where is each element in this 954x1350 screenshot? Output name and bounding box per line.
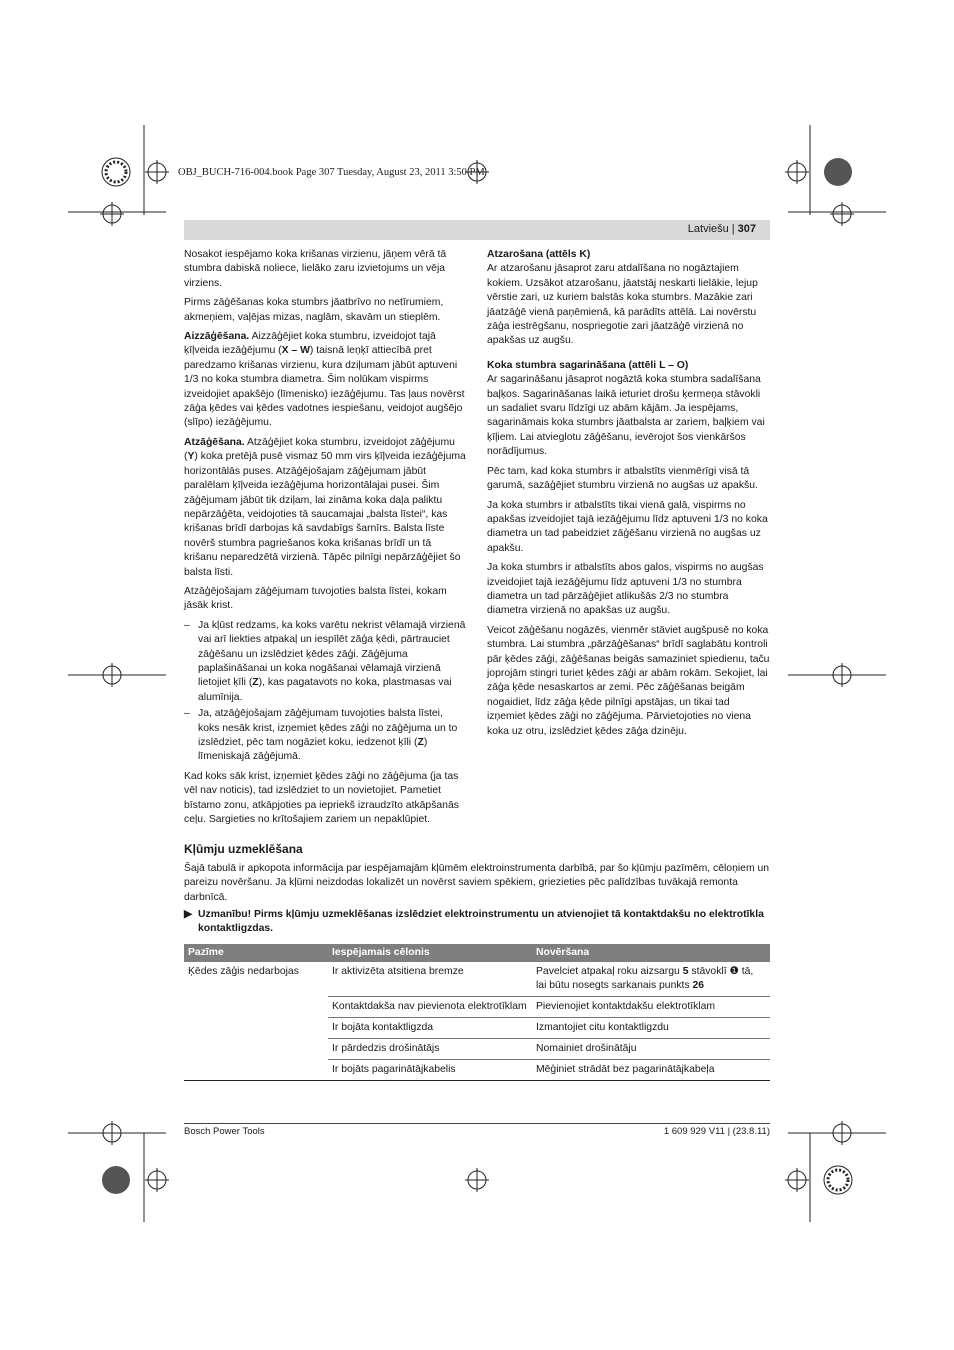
paragraph: Atzāģēšana. Atzāģējiet koka stumbru, izveidojot zāģējumu (Y) koka pretējā pusē vismaz 50 mm virs ķīļveida iezāģējuma horizontālās puses. Atzāģējošajam zāģējumam jābūt paralēlam ķīļveida iezāģējuma horizontālajai pusei. Šim zāģējumam jābūt tik dziļam, lai zināma koka daļa paliktu nepārzāģēta, veidojoties tā saucamajai „balsta līstei“, kas krišanas brīdī darbojas kā savdabīgs šarnīrs. Balsta līste novērš stumbra pagriešanos koka krišanas brīdī un tā krišanu neparedzētā virzienā. Tāpēc pilnīgi nepārzāģējiet šo balsta līsti. xyxy=(184,436,466,578)
table-row xyxy=(184,962,770,997)
cause-cell: Ir bojāts pagarinātājkabelis xyxy=(328,1060,532,1081)
right-column xyxy=(487,248,770,744)
print-info: OBJ_BUCH-716-004.book Page 307 Tuesday, August 23, 2011 3:50 PM xyxy=(178,167,485,178)
column-header: Pazīme xyxy=(184,944,328,962)
paragraph: Ja koka stumbrs ir atbalstīts abos galos, vispirms no augšas izveidojiet tajā iezāģējumu līdz aptuveni 1/3 no stumbra diametra un tad pārzāģējiet atlikušās 2/3 no stumbra diametra virzienā no apakšas uz augšu. xyxy=(487,562,764,617)
left-column xyxy=(184,248,466,832)
troubleshooting-table xyxy=(184,944,770,1081)
section-title: Kļūmju uzmeklēšana xyxy=(184,842,303,856)
position-symbol-icon: ❶ xyxy=(729,966,739,977)
remedy-cell: Pavelciet atpakaļ roku aizsargu 5 stāvoklī ❶ tā, lai būtu nosegts sarkanais punkts 26 xyxy=(532,962,770,997)
cause-cell: Ir bojāta kontaktligzda xyxy=(328,1018,532,1039)
table-header-row xyxy=(184,944,770,962)
paragraph: Ar sagarināšanu jāsaprot nogāztā koka stumbra sadalīšana baļķos. Sagarināšanas laikā ieturiet drošu ķermeņa stāvokli un sadaliet svaru līdzīgi uz abām kājām. Ja iespējams, sagarināmais koka stumbrs jāatbalsta ar zariem, baļķiem vai ķīļiem. Lai atvieglotu zāģēšanu, ievērojot šos vienkāršos norādījumus. xyxy=(487,374,765,458)
footer-doc-number: 1 609 929 V11 | (23.8.11) xyxy=(663,1126,770,1137)
header-language: Latviešu xyxy=(687,223,729,235)
footer-divider xyxy=(184,1123,770,1124)
footer-brand: Bosch Power Tools xyxy=(184,1126,265,1137)
remedy-cell: Nomainiet drošinātāju xyxy=(532,1039,770,1060)
remedy-cell: Pievienojiet kontaktdakšu elektrotīklam xyxy=(532,997,770,1018)
section-heading: Atzarošana (attēls K) xyxy=(487,249,591,260)
section-heading: Koka stumbra sagarināšana (attēli L – O) xyxy=(487,359,689,371)
remedy-cell: Mēģiniet strādāt bez pagarinātājkabeļa xyxy=(532,1060,770,1081)
list-item: – Ja, atzāģējošajam zāģējumam tuvojoties balsta līstei, koks nesāk krist, izņemiet ķēdes zāģi no zāģējuma un to izslēdziet, pēc tam nogāziet koku, iedzenot ķīli (Z) līmeniskajā zāģējumā. xyxy=(184,707,466,765)
paragraph: Veicot zāģēšanu nogāzēs, vienmēr stāviet augšpusē no koka stumbra. Lai stumbra „pārzāģēšanas“ brīdī saglabātu kontroli pār ķēdes zāģi, zāģēšanas beigās samaziniet spiedienu, taču joprojām stingri turiet ķēdes zāģi ar abām rokām. Sekojiet, lai zāģa ķēde nesaskartos ar zemi. Pēc zāģēšanas beigām nogaidiet, līdz zāģa ķēde pilnīgi apstājas, un tikai tad izņemiet ķēdes zāģi no zāģējuma. Pārvietojoties no viena koka uz otru, izslēdziet ķēdes zāģa dzinēju. xyxy=(487,624,770,737)
remedy-cell: Izmantojiet citu kontaktligzdu xyxy=(532,1018,770,1039)
section-intro: Šajā tabulā ir apkopota informācija par iespējamajām kļūmēm elektroinstrumenta darbībā, par šo kļūmju pazīmēm, cēloņiem un pareizu novēršanu. Ja kļūmi neizdodas lokalizēt un novērst saviem spēkiem, griezieties pēc palīdzības tuvākajā remonta darbnīcā. xyxy=(184,863,770,903)
column-header: Novēršana xyxy=(532,944,770,962)
paragraph: Nosakot iespējamo koka krišanas virzienu, jāņem vērā tā stumbra dabiskā noliece, lielāko zaru izvietojums un vēja virziens. xyxy=(184,249,447,289)
cause-cell: Ir pārdedzis drošinātājs xyxy=(328,1039,532,1060)
paragraph: Ja koka stumbrs ir atbalstīts tikai vienā galā, vispirms no apakšas izveidojiet tajā iezāģējumu līdz aptuveni 1/3 no koka diametra un tad pabeidziet zāģēšanu virzienā no augšas uz apakšu. xyxy=(487,499,768,554)
dash-list xyxy=(184,619,466,765)
column-header: Iespējamais cēlonis xyxy=(328,944,532,962)
symptom-cell: Ķēdes zāģis nedarbojas xyxy=(184,962,328,1081)
list-item: – Ja kļūst redzams, ka koks varētu nekrist vēlamajā virzienā vai arī liekties atpakaļ un iespīlēt zāģa ķēdi, pārtrauciet zāģēšanu un izslēdziet ķēdes zāģi. Zāģējuma paplašināšanai un koka nogāšanai vēlamajā virzienā lietojiet ķīli (Z), kas pagatavots no koka, plastmasas vai alumīnija. xyxy=(184,619,466,705)
cause-cell: Kontaktdakša nav pievienota elektrotīklam xyxy=(328,997,532,1018)
warning-note: ▶ Uzmanību! Pirms kļūmju uzmeklēšanas izslēdziet elektroinstrumentu un atvienojiet tā kontaktdakšu no elektrotīkla kontaktligzdas. xyxy=(184,909,764,935)
paragraph: Pēc tam, kad koka stumbrs ir atbalstīts vienmērīgi visā tā garumā, sazāģējiet stumbru virzienā no augšas uz apakšu. xyxy=(487,465,758,492)
paragraph: Kad koks sāk krist, izņemiet ķēdes zāģi no zāģējuma (ja tas vēl nav noticis), tad izslēdziet to un novietojiet. Pametiet bīstamo zonu, atkāpjoties pa iepriekš izraudzīto atkāpšanās ceļu. Sargieties no krītošajiem zariem un nepaklūpiet. xyxy=(184,770,459,826)
paragraph: Pirms zāģēšanas koka stumbrs jāatbrīvo no netīrumiem, akmeņiem, vaļējas mizas, naglām, skavām un stieplēm. xyxy=(184,297,444,323)
page-header: Latviešu | 307 xyxy=(184,220,770,240)
page-number: 307 xyxy=(737,223,756,235)
paragraph: Ar atzarošanu jāsaprot zaru atdalīšana no nogāztajiem kokiem. Uzsākot atzarošanu, jāatstāj neskarti lielākie, lejup vērstie zari, uz kuriem balstās koka stumbrs. Mazākie zari jāatzāģē vienā paņēmienā, kā parādīts attēlā. Lai novērstu zāģa iestrēgšanu, nospriegotie zari jāatzāģē virzienā no apakšas uz augšu. xyxy=(487,263,758,347)
arrow-right-icon: ▶ xyxy=(184,909,192,920)
paragraph: Aizzāģēšana. Aizzāģējiet koka stumbru, izveidojot tajā ķīļveida iezāģējumu (X – W) taisnā leņķī attiecībā pret paredzamo krišanas virzienu, kura dziļumam jābūt aptuveni 1/3 no koka stumbra diametra. Šim nolūkam vispirms izveidojiet apakšējo (līmenisko) iezāģējumu. Tas ļaus novērst zāģa ķēdes vai ķēdes vadotnes iespiešanu, veidojot augšējo (slīpo) iezāģējumu. xyxy=(184,331,465,429)
paragraph: Atzāģējošajam zāģējumam tuvojoties balsta līstei, kokam jāsāk krist. xyxy=(184,585,447,612)
cause-cell: Ir aktivizēta atsitiena bremze xyxy=(328,962,532,997)
